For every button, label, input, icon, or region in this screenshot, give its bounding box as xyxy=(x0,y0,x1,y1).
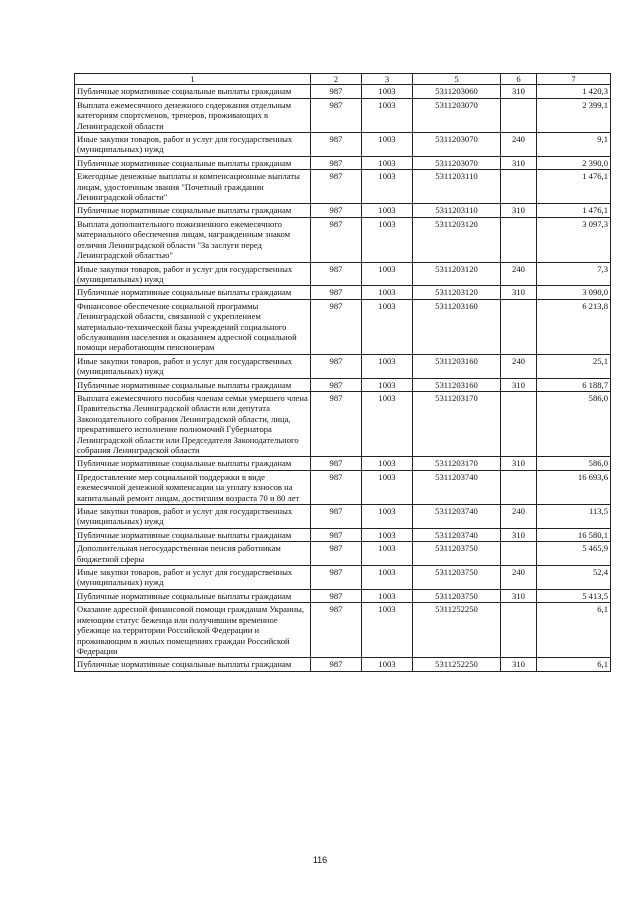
amount: 6 213,8 xyxy=(537,299,611,354)
ministry-code: 987 xyxy=(311,354,362,378)
row-name: Публичные нормативные социальные выплаты гражданам xyxy=(75,457,311,470)
section-code: 1003 xyxy=(362,204,413,217)
row-name: Иные закупки товаров, работ и услуг для государственных (муниципальных) нужд xyxy=(75,505,311,529)
target-code: 5311203740 xyxy=(413,528,501,541)
target-code: 5311203740 xyxy=(413,505,501,529)
amount: 1 420,3 xyxy=(537,85,611,98)
target-code: 5311203160 xyxy=(413,378,501,391)
ministry-code: 987 xyxy=(311,457,362,470)
section-code: 1003 xyxy=(362,589,413,602)
amount: 6,1 xyxy=(537,658,611,671)
ministry-code: 987 xyxy=(311,156,362,169)
row-name: Публичные нормативные социальные выплаты гражданам xyxy=(75,589,311,602)
target-code: 5311203170 xyxy=(413,457,501,470)
table-row xyxy=(75,299,611,354)
amount: 2 399,1 xyxy=(537,98,611,132)
table-row xyxy=(75,217,611,262)
amount: 5 413,5 xyxy=(537,589,611,602)
table-row xyxy=(75,262,611,286)
table-row xyxy=(75,658,611,671)
header-row xyxy=(75,74,611,85)
table-row xyxy=(75,566,611,590)
section-code: 1003 xyxy=(362,217,413,262)
ministry-code: 987 xyxy=(311,98,362,132)
target-code: 5311203160 xyxy=(413,299,501,354)
row-name: Ежегодные денежные выплаты и компенсационные выплаты лицам, удостоенным звания "Почетный гражданин Ленинградской области" xyxy=(75,170,311,204)
row-name: Выплата дополнительного пожизненного ежемесячного материального обеспечения лицам, награжденным знаком отличия Ленинградской области "За заслуги перед Ленинградской областью" xyxy=(75,217,311,262)
row-name: Публичные нормативные социальные выплаты гражданам xyxy=(75,378,311,391)
amount: 16 580,1 xyxy=(537,528,611,541)
table-row xyxy=(75,156,611,169)
expense-type: 240 xyxy=(501,262,537,286)
header-cell: 1 xyxy=(75,74,311,85)
target-code: 5311203160 xyxy=(413,354,501,378)
expense-type: 240 xyxy=(501,505,537,529)
amount: 6 188,7 xyxy=(537,378,611,391)
section-code: 1003 xyxy=(362,566,413,590)
row-name: Публичные нормативные социальные выплаты гражданам xyxy=(75,85,311,98)
ministry-code: 987 xyxy=(311,286,362,299)
section-code: 1003 xyxy=(362,470,413,504)
expense-type: 310 xyxy=(501,589,537,602)
target-code: 5311203740 xyxy=(413,470,501,504)
section-code: 1003 xyxy=(362,170,413,204)
section-code: 1003 xyxy=(362,542,413,566)
header-cell: 7 xyxy=(537,74,611,85)
section-code: 1003 xyxy=(362,603,413,658)
target-code: 5311203120 xyxy=(413,262,501,286)
amount: 7,3 xyxy=(537,262,611,286)
table-row xyxy=(75,170,611,204)
table-row xyxy=(75,505,611,529)
table-row xyxy=(75,354,611,378)
ministry-code: 987 xyxy=(311,262,362,286)
row-name: Предоставление мер социальной поддержки в виде ежемесячной денежной компенсации на уплату взносов на капитальный ремонт лицам, достигшим возраста 70 и 80 лет xyxy=(75,470,311,504)
table-row xyxy=(75,457,611,470)
amount: 52,4 xyxy=(537,566,611,590)
row-name: Публичные нормативные социальные выплаты гражданам xyxy=(75,204,311,217)
row-name: Публичные нормативные социальные выплаты гражданам xyxy=(75,286,311,299)
target-code: 5311203110 xyxy=(413,170,501,204)
row-name: Финансовое обеспечение социальной программы Ленинградской области, связанной с укреплением материально-технической базы учреждений социального обслуживания населения и оказанием адресной социальной помощи неработающим пенсионерам xyxy=(75,299,311,354)
section-code: 1003 xyxy=(362,98,413,132)
header-cell: 3 xyxy=(362,74,413,85)
header-cell: 5 xyxy=(413,74,501,85)
expense-type xyxy=(501,98,537,132)
ministry-code: 987 xyxy=(311,505,362,529)
ministry-code: 987 xyxy=(311,217,362,262)
row-name: Иные закупки товаров, работ и услуг для государственных (муниципальных) нужд xyxy=(75,566,311,590)
ministry-code: 987 xyxy=(311,603,362,658)
row-name: Оказание адресной финансовой помощи гражданам Украины, имеющим статус беженца или получившим временное убежище на территории Российской Федерации и проживающим в жилых помещениях граждан Российской Федерации xyxy=(75,603,311,658)
section-code: 1003 xyxy=(362,133,413,157)
section-code: 1003 xyxy=(362,262,413,286)
amount: 25,1 xyxy=(537,354,611,378)
ministry-code: 987 xyxy=(311,85,362,98)
table-row xyxy=(75,542,611,566)
ministry-code: 987 xyxy=(311,566,362,590)
header-cell: 6 xyxy=(501,74,537,85)
table-row xyxy=(75,528,611,541)
ministry-code: 987 xyxy=(311,299,362,354)
target-code: 5311203070 xyxy=(413,156,501,169)
target-code: 5311203070 xyxy=(413,98,501,132)
expense-type xyxy=(501,217,537,262)
section-code: 1003 xyxy=(362,505,413,529)
row-name: Публичные нормативные социальные выплаты гражданам xyxy=(75,156,311,169)
target-code: 5311203120 xyxy=(413,217,501,262)
section-code: 1003 xyxy=(362,528,413,541)
expense-type: 310 xyxy=(501,156,537,169)
target-code: 5311203750 xyxy=(413,566,501,590)
row-name: Публичные нормативные социальные выплаты гражданам xyxy=(75,528,311,541)
row-name: Дополнительная негосударственная пенсия работникам бюджетной сферы xyxy=(75,542,311,566)
header-cell: 2 xyxy=(311,74,362,85)
amount: 9,1 xyxy=(537,133,611,157)
row-name: Иные закупки товаров, работ и услуг для государственных (муниципальных) нужд xyxy=(75,354,311,378)
amount: 1 476,1 xyxy=(537,170,611,204)
budget-table xyxy=(74,73,611,672)
table-row xyxy=(75,204,611,217)
amount: 1 476,1 xyxy=(537,204,611,217)
section-code: 1003 xyxy=(362,354,413,378)
section-code: 1003 xyxy=(362,391,413,456)
expense-type: 310 xyxy=(501,204,537,217)
expense-type xyxy=(501,470,537,504)
amount: 2 390,0 xyxy=(537,156,611,169)
amount: 586,0 xyxy=(537,391,611,456)
target-code: 5311203170 xyxy=(413,391,501,456)
row-name: Выплата ежемесячного денежного содержания отдельным категориям спортсменов, тренеров, проживающих в Ленинградской области xyxy=(75,98,311,132)
ministry-code: 987 xyxy=(311,470,362,504)
ministry-code: 987 xyxy=(311,658,362,671)
section-code: 1003 xyxy=(362,378,413,391)
table-row xyxy=(75,286,611,299)
expense-type xyxy=(501,603,537,658)
table-row xyxy=(75,589,611,602)
ministry-code: 987 xyxy=(311,589,362,602)
table-row xyxy=(75,85,611,98)
page-number: 116 xyxy=(312,855,328,865)
amount: 6,1 xyxy=(537,603,611,658)
amount: 3 097,3 xyxy=(537,217,611,262)
table-row xyxy=(75,378,611,391)
target-code: 5311203060 xyxy=(413,85,501,98)
section-code: 1003 xyxy=(362,658,413,671)
expense-type: 310 xyxy=(501,286,537,299)
amount: 5 465,9 xyxy=(537,542,611,566)
ministry-code: 987 xyxy=(311,133,362,157)
section-code: 1003 xyxy=(362,286,413,299)
expense-type: 240 xyxy=(501,133,537,157)
ministry-code: 987 xyxy=(311,378,362,391)
row-name: Публичные нормативные социальные выплаты гражданам xyxy=(75,658,311,671)
section-code: 1003 xyxy=(362,457,413,470)
table-row xyxy=(75,470,611,504)
target-code: 5311252250 xyxy=(413,603,501,658)
expense-type: 310 xyxy=(501,528,537,541)
table-row xyxy=(75,133,611,157)
expense-type xyxy=(501,170,537,204)
target-code: 5311203750 xyxy=(413,589,501,602)
amount: 586,0 xyxy=(537,457,611,470)
amount: 3 090,0 xyxy=(537,286,611,299)
row-name: Выплата ежемесячного пособия членам семьи умершего члена Правительства Ленинградской области или депутата Законодательного собрания Ленинградской области, лица, прекратившего исполнение полномочий Губернатора Ленинградской области или Председателя Законодательного собрания Ленинградской области xyxy=(75,391,311,456)
expense-type: 310 xyxy=(501,658,537,671)
expense-type: 240 xyxy=(501,354,537,378)
expense-type xyxy=(501,391,537,456)
expense-type: 310 xyxy=(501,457,537,470)
expense-type xyxy=(501,542,537,566)
section-code: 1003 xyxy=(362,299,413,354)
ministry-code: 987 xyxy=(311,391,362,456)
row-name: Иные закупки товаров, работ и услуг для государственных (муниципальных) нужд xyxy=(75,262,311,286)
expense-type: 310 xyxy=(501,85,537,98)
ministry-code: 987 xyxy=(311,170,362,204)
target-code: 5311203110 xyxy=(413,204,501,217)
ministry-code: 987 xyxy=(311,528,362,541)
expense-type xyxy=(501,299,537,354)
table-row xyxy=(75,603,611,658)
expense-type: 310 xyxy=(501,378,537,391)
target-code: 5311252250 xyxy=(413,658,501,671)
target-code: 5311203120 xyxy=(413,286,501,299)
expense-type: 240 xyxy=(501,566,537,590)
target-code: 5311203070 xyxy=(413,133,501,157)
section-code: 1003 xyxy=(362,85,413,98)
amount: 113,5 xyxy=(537,505,611,529)
amount: 16 693,6 xyxy=(537,470,611,504)
target-code: 5311203750 xyxy=(413,542,501,566)
table-row xyxy=(75,98,611,132)
ministry-code: 987 xyxy=(311,204,362,217)
row-name: Иные закупки товаров, работ и услуг для государственных (муниципальных) нужд xyxy=(75,133,311,157)
table-row xyxy=(75,391,611,456)
section-code: 1003 xyxy=(362,156,413,169)
ministry-code: 987 xyxy=(311,542,362,566)
